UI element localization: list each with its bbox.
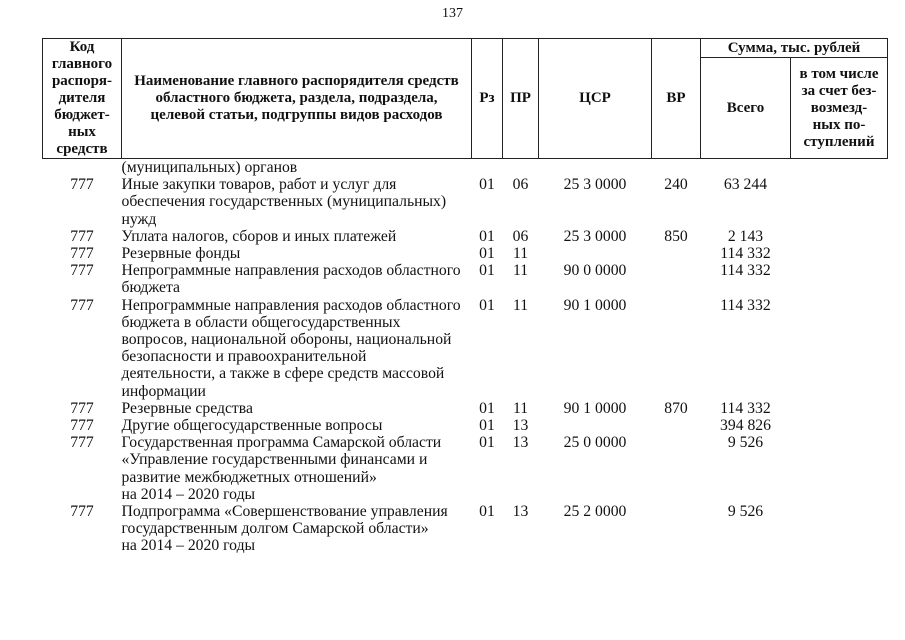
cell-vr — [652, 245, 701, 262]
header-total: Всего — [701, 58, 791, 159]
cell-grants — [791, 176, 888, 228]
header-rz: Рз — [472, 39, 503, 159]
cell-pr — [503, 159, 539, 177]
cell-name: Уплата налогов, сборов и иных платежей — [121, 227, 397, 245]
cell-code: 777 — [70, 503, 94, 521]
cell-name: Непрограммные направления расходов областного бюджета — [121, 262, 461, 297]
cell-csr: 25 3 0000 — [563, 227, 627, 245]
cell-total: 2 143 — [727, 227, 764, 245]
table-row — [43, 176, 888, 228]
cell-rz: 01 — [479, 245, 495, 263]
cell-pr: 11 — [512, 399, 529, 417]
cell-csr: 25 2 0000 — [563, 503, 627, 521]
cell-rz: 01 — [479, 262, 495, 280]
cell-grants — [791, 400, 888, 417]
cell-rz: 01 — [479, 296, 495, 314]
cell-pr: 06 — [512, 227, 529, 245]
cell-vr — [652, 503, 701, 555]
cell-code: 777 — [70, 417, 94, 435]
cell-total: 114 332 — [720, 262, 771, 280]
table-row — [43, 434, 888, 503]
cell-code — [43, 159, 122, 177]
cell-vr — [652, 262, 701, 296]
page-number: 137 — [442, 6, 463, 21]
cell-grants — [791, 245, 888, 262]
table-header — [43, 39, 888, 159]
cell-csr — [539, 417, 652, 434]
cell-csr: 90 1 0000 — [563, 296, 627, 314]
cell-rz: 01 — [479, 434, 495, 452]
cell-grants — [791, 297, 888, 400]
cell-csr: 90 0 0000 — [563, 262, 627, 280]
header-pr: ПР — [503, 39, 539, 159]
cell-code: 777 — [70, 227, 94, 245]
cell-csr: 90 1 0000 — [563, 399, 627, 417]
table-row — [43, 400, 888, 417]
cell-code: 777 — [70, 296, 94, 314]
table-body — [43, 159, 888, 555]
cell-name: Резервные фонды — [121, 245, 241, 263]
cell-grants — [791, 228, 888, 245]
cell-vr — [652, 417, 701, 434]
header-vr: ВР — [652, 39, 701, 159]
cell-rz: 01 — [479, 417, 495, 435]
cell-pr: 11 — [512, 262, 529, 280]
table-row — [43, 262, 888, 296]
cell-pr: 11 — [512, 296, 529, 314]
cell-total: 114 332 — [720, 296, 771, 314]
cell-name: Государственная программа Самарской области «Управление государственными финансами и развитие межбюджетных отношений» на 2014 – 2020 годы — [121, 434, 442, 503]
cell-grants — [791, 262, 888, 296]
cell-total — [701, 159, 791, 177]
cell-total: 9 526 — [727, 434, 764, 452]
cell-pr: 06 — [512, 176, 529, 194]
table-row — [43, 245, 888, 262]
cell-name: Другие общегосударственные вопросы — [121, 417, 383, 435]
cell-code: 777 — [70, 245, 94, 263]
cell-csr: 25 0 0000 — [563, 434, 627, 452]
cell-total: 9 526 — [727, 503, 764, 521]
cell-pr: 13 — [512, 434, 529, 452]
cell-total: 114 332 — [720, 245, 771, 263]
cell-vr — [652, 297, 701, 400]
cell-total: 114 332 — [720, 399, 771, 417]
cell-vr: 240 — [664, 176, 688, 194]
cell-pr: 13 — [512, 417, 529, 435]
table-row — [43, 503, 888, 555]
cell-vr — [652, 434, 701, 503]
table-row — [43, 297, 888, 400]
cell-name: Подпрограмма «Совершенствование управления государственным долгом Самарской области» на 2014 – 2020 годы — [121, 503, 448, 555]
cell-grants — [791, 417, 888, 434]
header-name: Наименование главного распорядителя средств областного бюджета, раздела, подраздела, целевой статьи, подгруппы видов расходов — [122, 39, 472, 159]
cell-name: Резервные средства — [121, 399, 253, 417]
table-row — [43, 417, 888, 434]
cell-csr — [539, 159, 652, 177]
cell-grants — [791, 159, 888, 177]
header-code: Код главного распоря- дителя бюджет- ных средств — [43, 39, 122, 159]
cell-rz: 01 — [479, 227, 495, 245]
table-row — [43, 228, 888, 245]
header-csr: ЦСР — [539, 39, 652, 159]
cell-code: 777 — [70, 262, 94, 280]
cell-total: 63 244 — [723, 176, 768, 194]
cell-code: 777 — [70, 434, 94, 452]
cell-code: 777 — [70, 176, 94, 194]
header-grants: в том числе за счет без- возмезд- ных по- ступлений — [791, 58, 888, 159]
cell-total: 394 826 — [720, 417, 771, 435]
cell-name: (муниципальных) органов — [121, 159, 298, 176]
cell-vr — [652, 159, 701, 177]
table-row — [43, 159, 888, 177]
cell-grants — [791, 434, 888, 503]
cell-pr: 11 — [512, 245, 529, 263]
cell-name: Иные закупки товаров, работ и услуг для обеспечения государственных (муниципальных) нужд — [121, 176, 447, 228]
budget-table — [42, 38, 888, 555]
cell-grants — [791, 503, 888, 555]
cell-rz: 01 — [479, 399, 495, 417]
cell-csr — [539, 245, 652, 262]
cell-vr: 870 — [664, 399, 688, 417]
header-sum-group: Сумма, тыс. рублей — [701, 39, 888, 58]
cell-rz: 01 — [479, 503, 495, 521]
cell-code: 777 — [70, 399, 94, 417]
cell-csr: 25 3 0000 — [563, 176, 627, 194]
cell-vr: 850 — [664, 227, 688, 245]
cell-rz — [472, 159, 503, 177]
cell-rz: 01 — [479, 176, 495, 194]
cell-pr: 13 — [512, 503, 529, 521]
cell-name: Непрограммные направления расходов областного бюджета в области общегосударственных вопросов, национальной обороны, национальной безопасности и правоохранительной деятельности, а также в сфере средств массовой информации — [121, 296, 461, 400]
